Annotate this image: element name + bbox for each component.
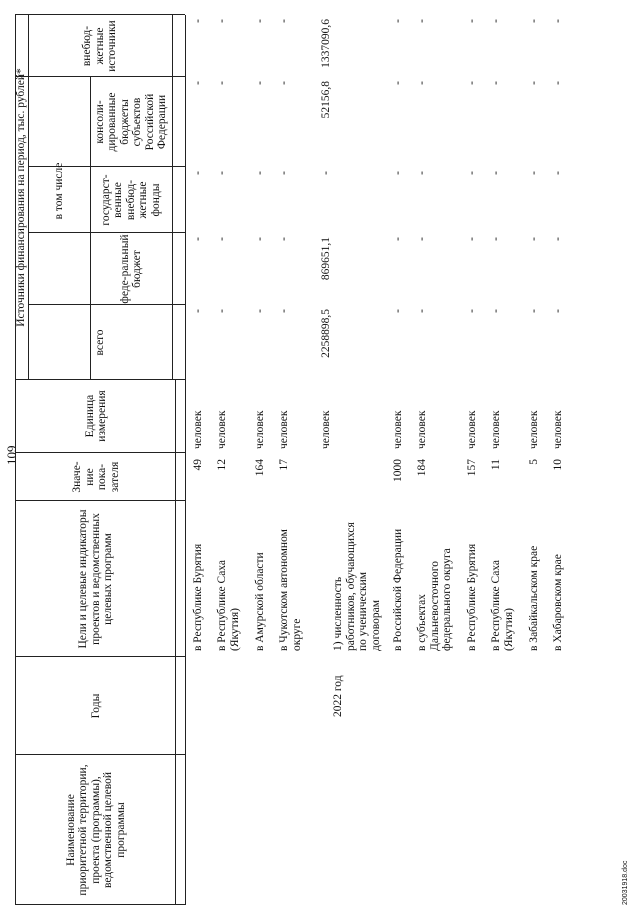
state-cell: -	[254, 171, 266, 175]
goal-cell: в Республике Бурятия	[192, 543, 204, 651]
header-value: Значе-ние пока-зателя	[71, 461, 121, 493]
total-cell: -	[254, 309, 266, 313]
state-cell: -	[416, 171, 428, 175]
state-cell: -	[392, 171, 404, 175]
total-cell: -	[278, 309, 290, 313]
header-total: всего	[93, 329, 106, 356]
state-cell: -	[192, 171, 204, 175]
unit-cell: человек	[278, 410, 290, 449]
extra-cell: -	[416, 19, 428, 23]
state-cell: -	[490, 171, 502, 175]
value-cell: 10	[552, 459, 564, 471]
regional-cell: -	[466, 81, 478, 85]
regional-cell: 52156,8	[320, 81, 332, 119]
value-cell: 12	[216, 459, 228, 471]
header-extra: внебюд-жетные источники	[81, 20, 119, 72]
total-cell: 2258898,5	[320, 309, 332, 358]
state-cell: -	[552, 171, 564, 175]
extra-cell: -	[466, 19, 478, 23]
unit-cell: человек	[216, 410, 228, 449]
value-cell: 157	[466, 459, 478, 477]
extra-cell: -	[528, 19, 540, 23]
regional-cell: -	[278, 81, 290, 85]
extra-cell: -	[254, 19, 266, 23]
header-federal: феде-ральный бюджет	[118, 234, 143, 304]
value-cell: 11	[490, 459, 502, 471]
unit-cell: человек	[392, 410, 404, 449]
header-years: Годы	[89, 693, 102, 719]
header-funding: Источники финансирования на период, тыс. рублей*	[15, 68, 28, 327]
goal-cell: в Чукотском автономном округе	[278, 529, 303, 651]
extra-cell: -	[192, 19, 204, 23]
total-cell: -	[552, 309, 564, 313]
goal-cell: в Хабаровском крае	[552, 554, 564, 651]
total-cell: -	[416, 309, 428, 313]
total-cell: -	[490, 309, 502, 313]
regional-cell: -	[192, 81, 204, 85]
goal-cell: 1) численность работников, обучающихся по ученическим договорам	[332, 522, 382, 651]
header-unit: Единица измерения	[83, 390, 108, 442]
header-including: в том числе	[52, 162, 65, 220]
federal-cell: -	[528, 237, 540, 241]
federal-cell: -	[216, 237, 228, 241]
header-goals: Цели и целевые индикаторы проектов и ведомственных целевых программ	[77, 509, 115, 649]
federal-cell: -	[552, 237, 564, 241]
value-cell: 5	[528, 459, 540, 465]
unit-cell: человек	[416, 410, 428, 449]
total-cell: -	[466, 309, 478, 313]
unit-cell: человек	[254, 410, 266, 449]
total-cell: -	[216, 309, 228, 313]
extra-cell: -	[392, 19, 404, 23]
state-cell: -	[278, 171, 290, 175]
extra-cell: -	[490, 19, 502, 23]
unit-cell: человек	[552, 410, 564, 449]
value-cell: 1000	[392, 459, 404, 482]
regional-cell: -	[392, 81, 404, 85]
page-number: 109	[4, 445, 19, 465]
unit-cell: человек	[320, 410, 332, 449]
federal-cell: -	[192, 237, 204, 241]
goal-cell: в субъектах Дальневосточного федерального округа	[416, 548, 453, 651]
extra-cell: -	[552, 19, 564, 23]
regional-cell: -	[254, 81, 266, 85]
goal-cell: в Российской Федерации	[392, 528, 404, 651]
state-cell: -	[216, 171, 228, 175]
goal-cell: в Республике Саха (Якутия)	[216, 559, 241, 651]
regional-cell: -	[552, 81, 564, 85]
value-cell: 49	[192, 459, 204, 471]
regional-cell: -	[416, 81, 428, 85]
federal-cell: -	[490, 237, 502, 241]
value-cell: 17	[278, 459, 290, 471]
goal-cell: в Забайкальском крае	[528, 545, 540, 651]
unit-cell: человек	[466, 410, 478, 449]
federal-cell: -	[254, 237, 266, 241]
header-state-funds: государст-венные внебюд-жетные фонды	[99, 174, 162, 226]
value-cell: 184	[416, 459, 428, 477]
state-cell: -	[320, 171, 332, 175]
goal-cell: в Республике Саха (Якутия)	[490, 559, 515, 651]
state-cell: -	[466, 171, 478, 175]
federal-cell: -	[466, 237, 478, 241]
total-cell: -	[528, 309, 540, 313]
regional-cell: -	[528, 81, 540, 85]
regional-cell: -	[216, 81, 228, 85]
regional-cell: -	[490, 81, 502, 85]
federal-cell: -	[392, 237, 404, 241]
goal-cell: в Амурской области	[254, 552, 266, 651]
extra-cell: -	[216, 19, 228, 23]
federal-cell: -	[278, 237, 290, 241]
unit-cell: человек	[490, 410, 502, 449]
goal-cell: в Республике Бурятия	[466, 543, 478, 651]
federal-cell: -	[416, 237, 428, 241]
unit-cell: человек	[528, 410, 540, 449]
federal-cell: 869651,1	[320, 237, 332, 281]
header-name: Наименование приоритетной территории, проекта (программы), ведомственной целевой программы	[64, 764, 127, 896]
extra-cell: 1337090,6	[320, 19, 332, 68]
year-cell: 2022 год	[332, 675, 344, 717]
header-regional: консоли-дированные бюджеты субъектов Российской Федерации	[93, 92, 168, 152]
total-cell: -	[192, 309, 204, 313]
state-cell: -	[528, 171, 540, 175]
footer-filename: 20031918.doc	[622, 860, 629, 905]
unit-cell: человек	[192, 410, 204, 449]
value-cell: 164	[254, 459, 266, 477]
total-cell: -	[392, 309, 404, 313]
extra-cell: -	[278, 19, 290, 23]
